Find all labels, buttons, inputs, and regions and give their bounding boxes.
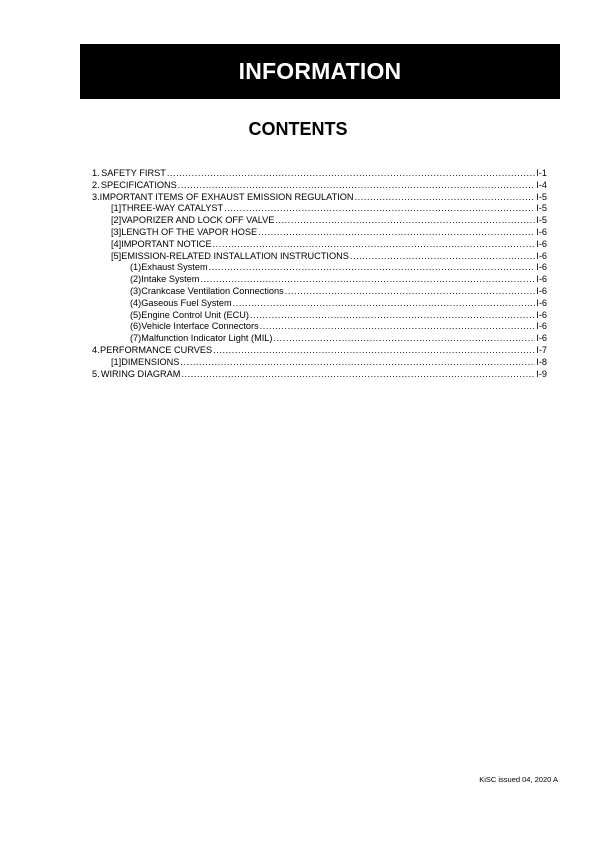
toc-entry-page: I-9 bbox=[536, 368, 547, 379]
toc-entry-label: VAPORIZER AND LOCK OFF VALVE bbox=[121, 215, 275, 226]
toc-entry-label: Gaseous Fuel System bbox=[141, 297, 232, 308]
toc-entry-label: Malfunction Indicator Light (MIL) bbox=[141, 333, 273, 344]
footer-issue-note: KiSC issued 04, 2020 A bbox=[479, 775, 558, 784]
toc-leader-dots bbox=[209, 262, 536, 274]
toc-entry-page: I-6 bbox=[536, 309, 547, 320]
toc-entry-number: [1] bbox=[111, 356, 122, 367]
toc-entry-page: I-5 bbox=[536, 203, 547, 214]
toc-entry-page: I-5 bbox=[536, 215, 547, 226]
toc-entry-number: [4] bbox=[111, 238, 122, 249]
toc-entry-label: THREE-WAY CATALYST bbox=[121, 203, 224, 214]
toc-entry[interactable] bbox=[92, 333, 547, 345]
toc-leader-dots bbox=[350, 251, 535, 263]
toc-entry-label: SPECIFICATIONS bbox=[100, 179, 177, 190]
toc-entry-label: LENGTH OF THE VAPOR HOSE bbox=[121, 226, 258, 237]
toc-entry[interactable] bbox=[92, 357, 547, 369]
toc-entry-page: I-6 bbox=[536, 321, 547, 332]
toc-leader-dots bbox=[200, 274, 535, 286]
toc-entry-number: (3) bbox=[130, 285, 142, 296]
toc-entry[interactable] bbox=[92, 239, 547, 251]
toc-entry[interactable] bbox=[92, 321, 547, 333]
toc-leader-dots bbox=[260, 321, 536, 333]
table-of-contents bbox=[92, 168, 547, 380]
toc-leader-dots bbox=[258, 227, 535, 239]
toc-entry[interactable] bbox=[92, 215, 547, 227]
toc-entry[interactable] bbox=[92, 251, 547, 263]
toc-entry-page: I-7 bbox=[536, 344, 547, 355]
toc-entry-number: 1. bbox=[92, 168, 100, 178]
toc-entry[interactable] bbox=[92, 274, 547, 286]
section-banner bbox=[80, 44, 560, 99]
toc-entry-label: Crankcase Ventilation Connections bbox=[141, 285, 284, 296]
toc-leader-dots bbox=[167, 168, 535, 180]
toc-entry-page: I-6 bbox=[536, 250, 547, 261]
contents-heading: CONTENTS bbox=[248, 119, 348, 139]
toc-entry-label: DIMENSIONS bbox=[121, 356, 180, 367]
toc-entry[interactable] bbox=[92, 203, 547, 215]
toc-entry-number: [3] bbox=[111, 226, 122, 237]
toc-leader-dots bbox=[178, 180, 535, 192]
toc-entry-page: I-5 bbox=[536, 191, 547, 202]
toc-leader-dots bbox=[181, 369, 535, 381]
toc-entry-number: (5) bbox=[130, 309, 142, 320]
toc-entry-label: IMPORTANT NOTICE bbox=[121, 238, 212, 249]
toc-entry-number: (2) bbox=[130, 274, 142, 285]
toc-entry-page: I-6 bbox=[536, 238, 547, 249]
toc-entry-label: Vehicle Interface Connectors bbox=[141, 321, 259, 332]
toc-entry-number: [2] bbox=[111, 215, 122, 226]
toc-entry[interactable] bbox=[92, 168, 547, 180]
toc-entry[interactable] bbox=[92, 286, 547, 298]
section-title: INFORMATION bbox=[238, 58, 402, 84]
toc-entry-label: SAFETY FIRST bbox=[101, 168, 166, 178]
toc-leader-dots bbox=[285, 286, 536, 298]
toc-leader-dots bbox=[275, 215, 535, 227]
toc-entry-page: I-6 bbox=[536, 274, 547, 285]
toc-entry-number: 5. bbox=[92, 368, 100, 379]
toc-entry-number: 2. bbox=[92, 179, 100, 190]
toc-entry-label: Exhaust System bbox=[141, 262, 208, 273]
toc-entry-label: WIRING DIAGRAM bbox=[100, 368, 181, 379]
toc-entry-number: 3. bbox=[92, 191, 100, 202]
toc-entry-page: I-8 bbox=[536, 356, 547, 367]
toc-entry-number: (6) bbox=[130, 321, 142, 332]
toc-entry[interactable] bbox=[92, 262, 547, 274]
toc-entry-label: EMISSION-RELATED INSTALLATION INSTRUCTIONS bbox=[121, 250, 349, 261]
toc-entry[interactable] bbox=[92, 369, 547, 381]
toc-leader-dots bbox=[224, 203, 535, 215]
toc-leader-dots bbox=[233, 298, 536, 310]
toc-entry[interactable] bbox=[92, 345, 547, 357]
toc-leader-dots bbox=[180, 357, 535, 369]
toc-entry-page: I-6 bbox=[536, 333, 547, 344]
toc-entry-number: [5] bbox=[111, 250, 122, 261]
toc-entry[interactable] bbox=[92, 227, 547, 239]
toc-entry[interactable] bbox=[92, 192, 547, 204]
toc-entry-label: Engine Control Unit (ECU) bbox=[141, 309, 249, 320]
toc-entry-label: PERFORMANCE CURVES bbox=[100, 344, 213, 355]
toc-entry-number: (7) bbox=[130, 333, 142, 344]
toc-entry-page: I-6 bbox=[536, 262, 547, 273]
toc-entry-label: IMPORTANT ITEMS OF EXHAUST EMISSION REGULATION bbox=[99, 191, 354, 202]
toc-entry-page: I-6 bbox=[536, 226, 547, 237]
toc-entry[interactable] bbox=[92, 180, 547, 192]
toc-entry-label: Intake System bbox=[141, 274, 200, 285]
toc-entry-page: I-4 bbox=[536, 179, 547, 190]
toc-entry-page: I-6 bbox=[536, 297, 547, 308]
toc-entry-number: 4. bbox=[92, 344, 100, 355]
toc-entry-page: I-1 bbox=[536, 168, 547, 178]
toc-leader-dots bbox=[273, 333, 535, 345]
toc-leader-dots bbox=[213, 239, 536, 251]
toc-entry[interactable] bbox=[92, 298, 547, 310]
toc-entry-number: [1] bbox=[111, 203, 122, 214]
toc-entry-page: I-6 bbox=[536, 285, 547, 296]
toc-leader-dots bbox=[213, 345, 535, 357]
toc-leader-dots bbox=[250, 310, 535, 322]
toc-entry[interactable] bbox=[92, 310, 547, 322]
toc-entry-number: (4) bbox=[130, 297, 142, 308]
toc-entry-number: (1) bbox=[130, 262, 142, 273]
toc-leader-dots bbox=[355, 192, 536, 204]
